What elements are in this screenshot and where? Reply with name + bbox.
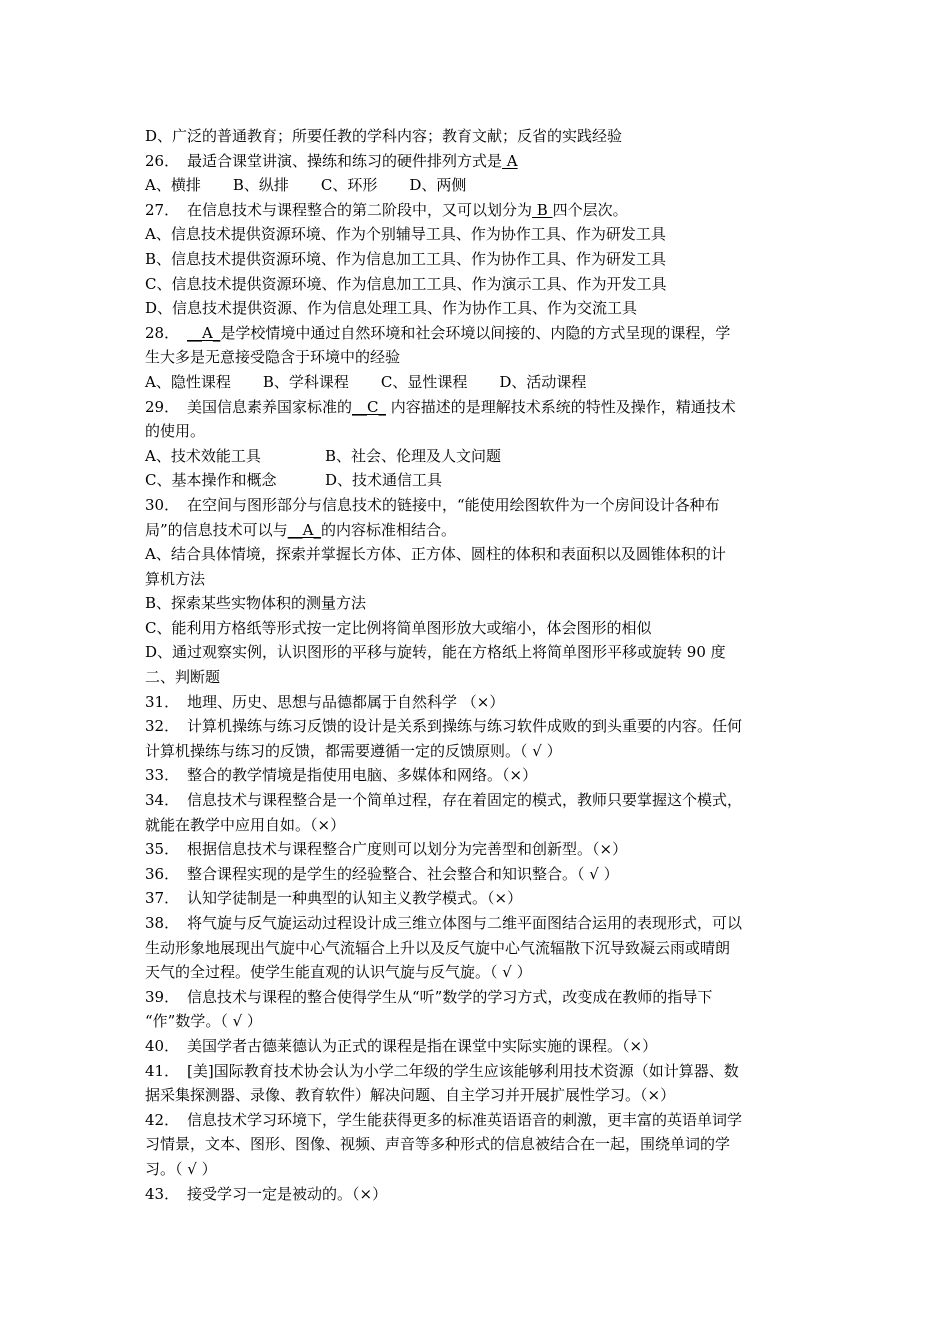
question-text: 是学校情境中通过自然环境和社会环境以间接的、内隐的方式呈现的课程，学 (220, 323, 731, 342)
question-text: 最适合课堂讲演、操练和练习的硬件排列方式是 (187, 151, 503, 170)
question-28-continued: 生大多是无意接受隐含于环境中的经验 (145, 348, 401, 367)
question-40 (145, 1034, 813, 1059)
question-number: 42． (145, 1110, 180, 1129)
question-number: 41． (145, 1061, 180, 1080)
question-27 (145, 198, 813, 223)
question-text: 信息技术与课程的整合使得学生从“听”数学的学习方式，改变成在教师的指导下 (187, 987, 713, 1006)
question-38-continued: 生动形象地展现出气旋中心气流辐合上升以及反气旋中心气流辐散下沉导致凝云雨或晴朗 (145, 938, 731, 957)
question-31 (145, 690, 813, 715)
option-d: D、活动课程 (499, 372, 587, 391)
question-28 (145, 321, 813, 346)
question-42 (145, 1108, 813, 1133)
answer-blank: A (502, 151, 518, 170)
question-32 (145, 714, 813, 739)
question-text-tail: 的内容标准相结合。 (321, 520, 457, 539)
question-42-continued: 习情景，文本、图形、图像、视频、声音等多种形式的信息被结合在一起，围绕单词的学 (145, 1135, 731, 1154)
option-a: A、技术效能工具 (145, 446, 261, 465)
option-a: A、隐性课程 (145, 372, 231, 391)
option-c: C、环形 (320, 176, 378, 195)
question-27-option-b: B、信息技术提供资源环境、作为信息加工工具、作为协作工具、作为研发工具 (145, 249, 667, 268)
option-a: A、横排 (145, 176, 201, 195)
question-27-option-d: D、信息技术提供资源、作为信息处理工具、作为协作工具、作为交流工具 (145, 299, 638, 318)
question-27-option-c: C、信息技术提供资源环境、作为信息加工工具、作为演示工具、作为开发工具 (145, 274, 667, 293)
answer-blank: B (532, 200, 553, 219)
question-number: 38． (145, 914, 180, 932)
question-34-continued: 就能在教学中应用自如。（×） (145, 815, 346, 834)
question-34 (145, 788, 813, 813)
question-number: 39． (145, 987, 180, 1006)
question-text: 计算机操练与练习反馈的设计是关系到操练与练习软件成败的到头重要的内容。任何 (187, 717, 743, 736)
question-26-options (145, 173, 813, 198)
question-text: [美]国际教育技术协会认为小学二年级的学生应该能够利用技术资源（如计算器、数 (187, 1061, 739, 1080)
option-b: B、社会、伦理及人文问题 (325, 446, 502, 465)
document-page (145, 124, 813, 1206)
question-43 (145, 1182, 813, 1207)
question-37 (145, 886, 813, 911)
question-32-continued: 计算机操练与练习的反馈，都需要遵循一定的反馈原则。（ √ ） (145, 741, 562, 760)
question-number: 26． (145, 151, 180, 170)
question-39 (145, 985, 813, 1010)
option-b: B、学科课程 (262, 372, 349, 391)
option-b: B、纵排 (232, 176, 289, 195)
question-text: 美国信息素养国家标准的 (187, 397, 353, 416)
option-c: C、显性课程 (380, 372, 468, 391)
section-heading: 二、判断题 (145, 668, 221, 687)
question-number: 31． (145, 692, 180, 711)
question-number: 34． (145, 791, 180, 810)
question-41-continued: 据采集探测器、录像、教育软件）解决问题、自主学习并开展扩展性学习。（×） (145, 1086, 676, 1105)
option-c: C、基本操作和概念 (145, 471, 277, 490)
question-number: 33． (145, 766, 180, 785)
question-41 (145, 1059, 813, 1084)
question-39-continued: “作”数学。（ √ ） (145, 1012, 262, 1031)
question-text: 认知学徒制是一种典型的认知主义教学模式。（×） (187, 889, 523, 908)
question-29 (145, 395, 813, 420)
question-30 (145, 493, 813, 518)
q25-option-d: D、广泛的普通教育；所要任教的学科内容；教育文献；反省的实践经验 (145, 127, 623, 145)
question-text-tail: 内容描述的是理解技术系统的特性及操作，精通技术 (386, 397, 736, 416)
question-text: 地理、历史、思想与品德都属于自然科学 （×） (187, 692, 505, 711)
question-number: 32． (145, 717, 180, 736)
question-text: 信息技术与课程整合是一个简单过程，存在着固定的模式，教师只要掌握这个模式， (187, 791, 743, 810)
question-26 (145, 149, 813, 174)
question-text: 在空间与图形部分与信息技术的链接中，“能使用绘图软件为一个房间设计各种布 (187, 495, 720, 514)
question-28-options (145, 370, 813, 395)
question-text: 整合课程实现的是学生的经验整合、社会整合和知识整合。（ √ ） (187, 864, 619, 883)
question-text: 在信息技术与课程整合的第二阶段中，又可以划分为 (187, 200, 533, 219)
question-30-option-b: B、探索某些实物体积的测量方法 (145, 594, 367, 613)
question-38 (145, 911, 813, 936)
question-text: 将气旋与反气旋运动过程设计成三维立体图与二维平面图结合运用的表现形式，可以 (187, 914, 743, 932)
answer-blank: __A_ (187, 323, 221, 342)
question-text: 整合的教学情境是指使用电脑、多媒体和网络。（×） (187, 766, 538, 785)
question-text-tail: 四个层次。 (552, 200, 628, 219)
question-27-option-a: A、信息技术提供资源环境、作为个别辅导工具、作为协作工具、作为研发工具 (145, 225, 666, 244)
question-number: 27． (145, 200, 180, 219)
question-29-options-cd (145, 468, 813, 493)
question-number: 30． (145, 495, 180, 514)
question-33 (145, 763, 813, 788)
question-number: 40． (145, 1036, 180, 1055)
question-30-option-a: A、结合具体情境，探索并掌握长方体、正方体、圆柱的体积和表面积以及圆锥体积的计 (145, 545, 726, 564)
question-29-options-ab (145, 444, 813, 469)
question-number: 29． (145, 397, 180, 416)
question-number: 28． (145, 323, 180, 342)
question-38-continued-2: 天气的全过程。使学生能直观的认识气旋与反气旋。（ √ ） (145, 963, 532, 982)
question-number: 37． (145, 889, 180, 908)
question-36 (145, 862, 813, 887)
question-text: 信息技术学习环境下，学生能获得更多的标准英语语音的刺激，更丰富的英语单词学 (187, 1110, 743, 1129)
option-d: D、技术通信工具 (325, 471, 443, 490)
question-42-continued-2: 习。（ √ ） (145, 1159, 217, 1178)
question-30-continued (145, 518, 813, 543)
question-30-option-a-continued: 算机方法 (145, 569, 206, 588)
answer-blank: __C_ (352, 397, 386, 416)
question-29-continued: 的使用。 (145, 422, 206, 441)
question-text: 接受学习一定是被动的。（×） (187, 1184, 388, 1203)
question-30-option-d: D、通过观察实例，认识图形的平移与旋转，能在方格纸上将简单图形平移或旋转 90 度 (145, 643, 726, 662)
option-d: D、两侧 (409, 176, 467, 195)
question-35 (145, 837, 813, 862)
question-number: 36． (145, 864, 180, 883)
question-text: 美国学者古德莱德认为正式的课程是指在课堂中实际实施的课程。（×） (187, 1036, 658, 1055)
answer-blank: __A_ (287, 520, 322, 539)
question-number: 35． (145, 840, 180, 859)
question-text: 根据信息技术与课程整合广度则可以划分为完善型和创新型。（×） (187, 840, 628, 859)
question-text: 局”的信息技术可以与 (145, 520, 288, 539)
question-number: 43． (145, 1184, 180, 1203)
question-30-option-c: C、能利用方格纸等形式按一定比例将简单图形放大或缩小，体会图形的相似 (145, 618, 652, 637)
